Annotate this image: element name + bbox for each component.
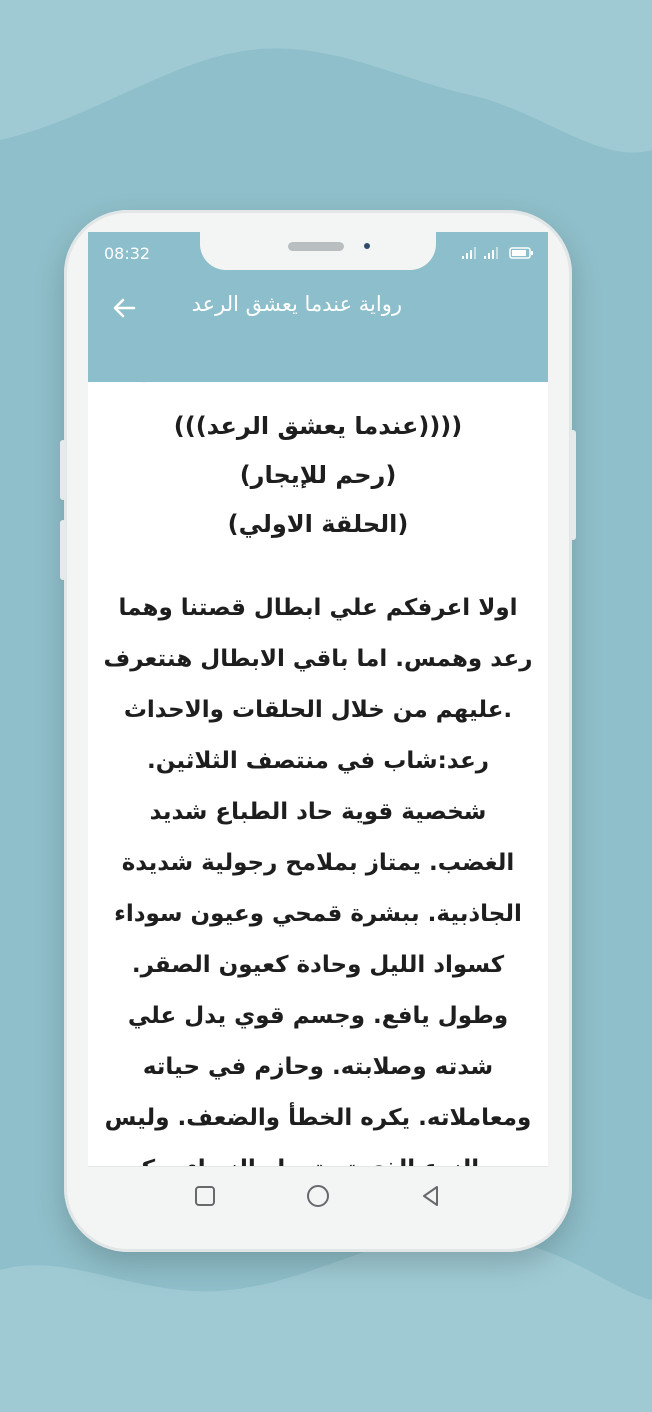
header-wave — [88, 336, 548, 392]
phone-camera — [364, 243, 370, 249]
story-content — [88, 392, 548, 1166]
circle-icon[interactable] — [305, 1183, 331, 1209]
story-heading — [88, 402, 548, 549]
square-icon[interactable] — [192, 1183, 218, 1209]
body-line: الغضب. يمتاز بملامح رجولية شديدة — [121, 850, 515, 876]
system-nav-bar — [88, 1166, 548, 1225]
heading-line: (رحم للإيجار) — [239, 461, 397, 489]
body-line: ومعاملاته. يكره الخطأ والضعف. وليس — [104, 1105, 532, 1131]
arrow-left-icon[interactable] — [110, 294, 138, 322]
heading-line: (الحلقة الاولي) — [227, 510, 409, 538]
body-line: شخصية قوية حاد الطباع شديد — [149, 799, 487, 825]
body-line: الجاذبية. ببشرة قمحي وعيون سوداء — [114, 901, 522, 927]
triangle-back-icon[interactable] — [418, 1183, 444, 1209]
body-line: رعد:شاب في منتصف الثلاثين. — [146, 748, 490, 774]
status-time: 08:32 — [104, 244, 151, 263]
page-title: رواية عندما يعشق الرعد — [191, 292, 402, 316]
phone-notch — [200, 232, 436, 270]
body-line: اولا اعرفكم علي ابطال قصتنا وهما — [118, 595, 518, 621]
phone-side-button-right — [570, 430, 576, 540]
phone-side-button-left-2 — [60, 520, 66, 580]
body-line: كسواد الليل وحادة كعيون الصقر. — [131, 952, 505, 978]
status-icons — [460, 246, 536, 260]
phone-side-button-left — [60, 440, 66, 500]
phone-screen — [88, 232, 548, 1224]
body-line: شدته وصلابته. وحازم في حياته — [142, 1054, 494, 1080]
heading-line: ((((عندما يعشق الرعد))) — [173, 412, 463, 440]
story-body — [88, 583, 548, 1195]
body-line: وطول يافع. وجسم قوي يدل علي — [127, 1003, 509, 1029]
phone-speaker — [288, 242, 344, 251]
body-line: .عليهم من خلال الحلقات والاحداث — [123, 697, 513, 723]
body-line: رعد وهمس. اما باقي الابطال هنتعرف — [103, 646, 533, 672]
